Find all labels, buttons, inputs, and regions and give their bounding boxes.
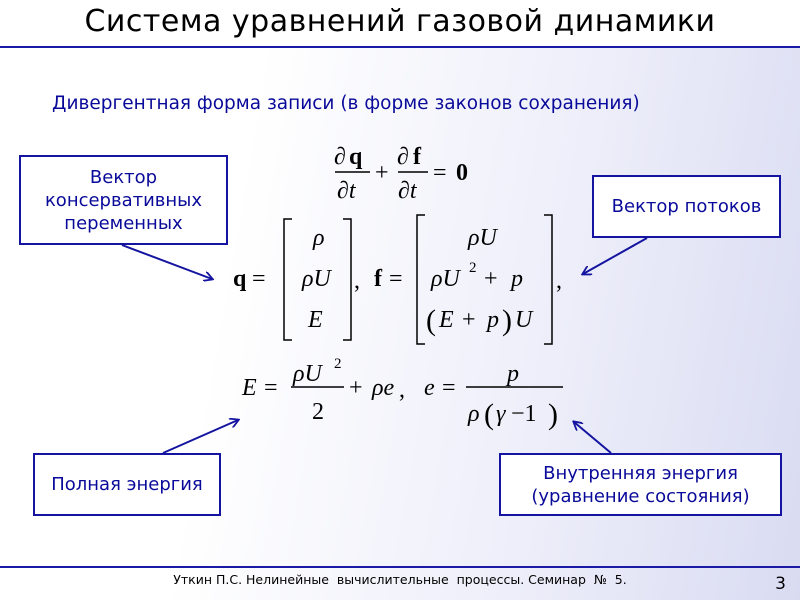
- svg-text:∂: ∂: [334, 144, 346, 170]
- svg-text:ρ: ρ: [468, 401, 480, 427]
- arrow-flux: [583, 238, 647, 274]
- svg-text:0: 0: [456, 160, 468, 186]
- svg-text:p: p: [511, 266, 523, 292]
- svg-text:∂t: ∂t: [398, 178, 417, 204]
- svg-text:=: =: [264, 375, 278, 401]
- arrow-energy: [163, 420, 238, 453]
- svg-text:ρe: ρe: [372, 375, 395, 401]
- svg-text:−1: −1: [511, 401, 537, 427]
- svg-text:e: e: [424, 375, 435, 401]
- svg-text:+: +: [375, 160, 389, 186]
- svg-text:+: +: [484, 266, 498, 292]
- svg-text:E: E: [242, 375, 257, 401]
- conservative-variables-box: [19, 155, 228, 245]
- svg-text:ρU: ρU: [468, 225, 497, 251]
- svg-text:,: ,: [399, 377, 405, 403]
- total-energy-box: [33, 453, 221, 516]
- svg-text:γ: γ: [496, 401, 506, 427]
- svg-text:f: f: [374, 266, 382, 292]
- arrow-internal: [574, 422, 611, 453]
- svg-text:∂t: ∂t: [337, 178, 356, 204]
- svg-text:=: =: [389, 266, 403, 292]
- svg-text:U: U: [515, 307, 533, 333]
- svg-text:∂: ∂: [397, 144, 409, 170]
- svg-text:,: ,: [556, 268, 562, 294]
- internal-energy-box: [499, 453, 782, 516]
- svg-text:E: E: [439, 307, 454, 333]
- internal-energy-label: Внутренняя энергия (уравнение состояния): [531, 462, 750, 507]
- svg-text:ρU: ρU: [431, 266, 460, 292]
- flux-vector-box: [592, 175, 781, 238]
- conservative-variables-label: Вектор консервативных переменных: [44, 166, 203, 234]
- svg-text:): ): [548, 398, 558, 431]
- svg-text:2: 2: [312, 399, 324, 425]
- slide-subtitle: Дивергентная форма записи (в форме законов сохранения): [52, 93, 640, 114]
- svg-text:=: =: [252, 266, 266, 292]
- svg-text:=: =: [442, 375, 456, 401]
- flux-vector-label: Вектор потоков: [611, 196, 762, 217]
- svg-text:ρU: ρU: [293, 361, 322, 387]
- svg-text:+: +: [349, 375, 363, 401]
- svg-text:2: 2: [469, 260, 477, 276]
- svg-text:=: =: [433, 160, 447, 186]
- footer-divider: [0, 566, 800, 568]
- svg-text:ρU: ρU: [302, 266, 331, 292]
- arrow-conservative: [122, 245, 212, 279]
- svg-text:ρ: ρ: [313, 225, 325, 251]
- slide-title: Система уравнений газовой динамики: [84, 4, 716, 39]
- svg-text:): ): [502, 304, 512, 337]
- svg-text:E: E: [308, 307, 323, 333]
- svg-text:q: q: [349, 144, 363, 170]
- svg-text:,: ,: [354, 268, 360, 294]
- svg-text:f: f: [413, 144, 421, 170]
- page-number: 3: [775, 574, 786, 594]
- svg-text:p: p: [487, 307, 499, 333]
- svg-text:(: (: [484, 398, 494, 431]
- svg-text:+: +: [462, 307, 476, 333]
- svg-text:(: (: [426, 304, 436, 337]
- total-energy-label: Полная энергия: [51, 474, 203, 495]
- svg-text:p: p: [507, 361, 519, 387]
- svg-text:q: q: [233, 266, 247, 292]
- footer-text: Уткин П.С. Нелинейные вычислительные процессы. Семинар № 5.: [173, 572, 627, 587]
- svg-text:2: 2: [334, 356, 342, 372]
